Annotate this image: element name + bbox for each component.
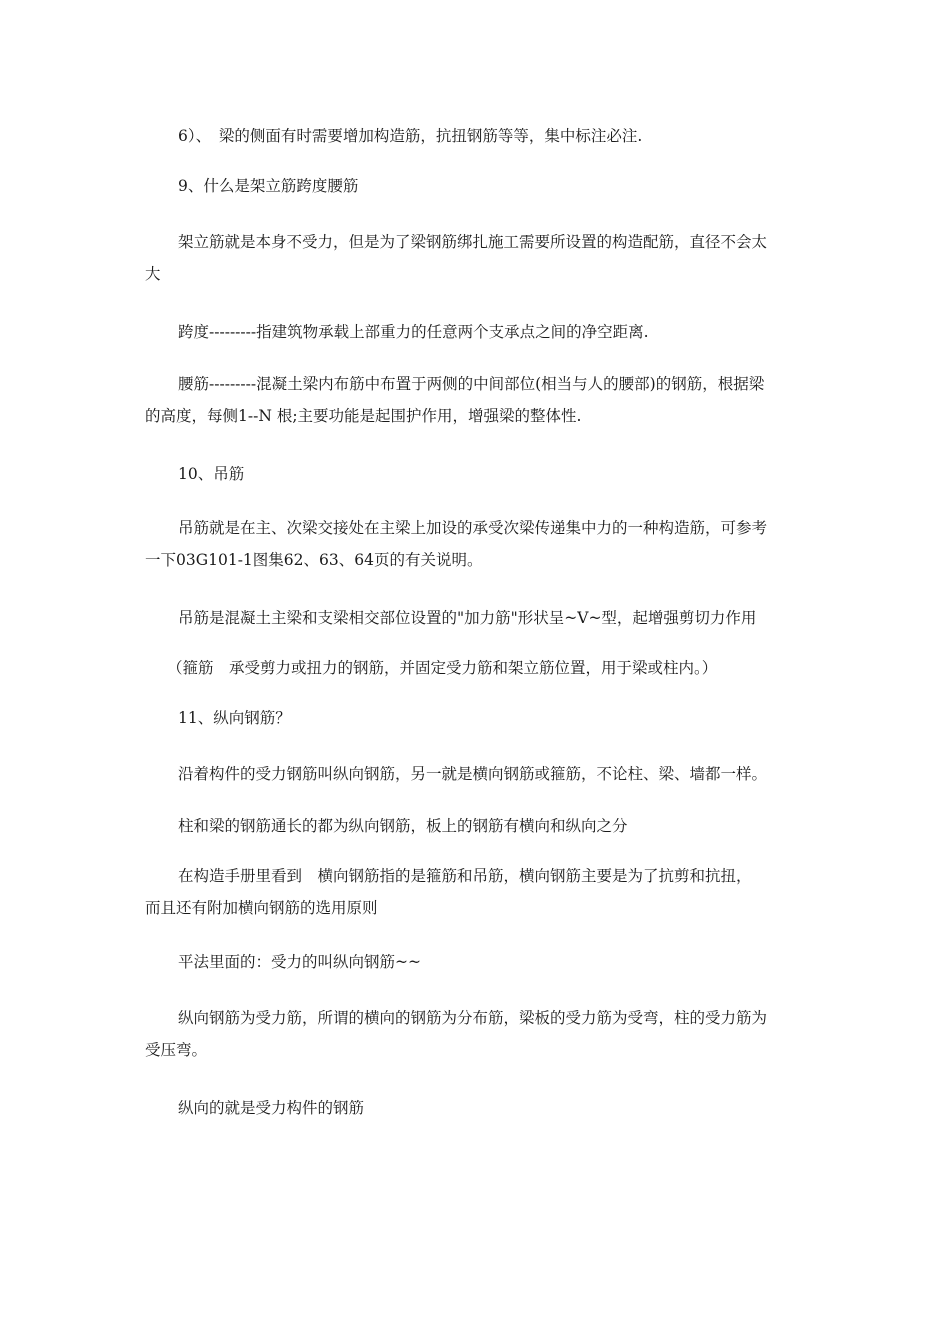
paragraph-line: 10、吊筋 [178,465,245,483]
paragraph-line: 6）、 梁的侧面有时需要增加构造筋，抗扭钢筋等等，集中标注必注. [178,127,643,145]
paragraph-hanger-bar-detail [145,602,815,634]
paragraph-hanger-bar [145,512,815,576]
paragraph-line: 9、什么是架立筋跨度腰筋 [178,177,359,195]
paragraph-item-6-note [145,120,815,152]
paragraph-line: 一下03G101-1图集62、63、64页的有关说明。 [145,551,483,569]
paragraph-line: 纵向钢筋为受力筋，所谓的横向的钢筋为分布筋，梁板的受力筋为受弯，柱的受力筋为 [178,1009,768,1027]
paragraph-line: 而且还有附加横向钢筋的选用原则 [145,899,378,917]
paragraph-line: 11、纵向钢筋？ [178,709,291,727]
paragraph-line: 柱和梁的钢筋通长的都为纵向钢筋，板上的钢筋有横向和纵向之分 [178,817,628,835]
paragraph-longitudinal-summary [145,1092,815,1124]
paragraph-erection-bar [145,226,815,290]
paragraph-waist-bar [145,368,815,432]
section-heading-11 [145,702,815,734]
paragraph-longitudinal-def [145,758,815,790]
paragraph-line: 的高度，每侧1--N 根;主要功能是起围护作用，增强梁的整体性. [145,407,582,425]
paragraph-stress-bar [145,1002,815,1066]
paragraph-line: 吊筋就是在主、次梁交接处在主梁上加设的承受次梁传递集中力的一种构造筋，可参考 [178,519,768,537]
paragraph-line: 架立筋就是本身不受力，但是为了梁钢筋绑扎施工需要所设置的构造配筋，直径不会太 [178,233,768,251]
paragraph-line: （箍筋 承受剪力或扭力的钢筋，并固定受力筋和架立筋位置，用于梁或柱内。） [167,659,718,677]
paragraph-line: 跨度---------指建筑物承载上部重力的任意两个支承点之间的净空距离. [178,323,649,341]
paragraph-line: 腰筋---------混凝土梁内布筋中布置于两侧的中间部位(相当与人的腰部)的钢筋，根据梁 [178,375,765,393]
paragraph-flat-method [145,946,815,978]
paragraph-line: 大 [145,265,161,283]
section-heading-9 [145,170,815,202]
paragraph-column-beam [145,810,815,842]
paragraph-line: 吊筋是混凝土主梁和支梁相交部位设置的"加力筋"形状呈~V~型，起增强剪切力作用 [178,609,757,627]
section-heading-10 [145,458,815,490]
paragraph-line: 纵向的就是受力构件的钢筋 [178,1099,365,1117]
paragraph-line: 受压弯。 [145,1041,208,1059]
paragraph-span [145,316,815,348]
paragraph-construction-manual [145,860,815,924]
paragraph-line: 沿着构件的受力钢筋叫纵向钢筋，另一就是横向钢筋或箍筋，不论柱、梁、墙都一样。 [178,765,768,783]
paragraph-stirrup-note [145,652,815,684]
paragraph-line: 平法里面的：受力的叫纵向钢筋~~ [178,953,421,971]
paragraph-line: 在构造手册里看到 横向钢筋指的是箍筋和吊筋，横向钢筋主要是为了抗剪和抗扭， [178,867,752,885]
